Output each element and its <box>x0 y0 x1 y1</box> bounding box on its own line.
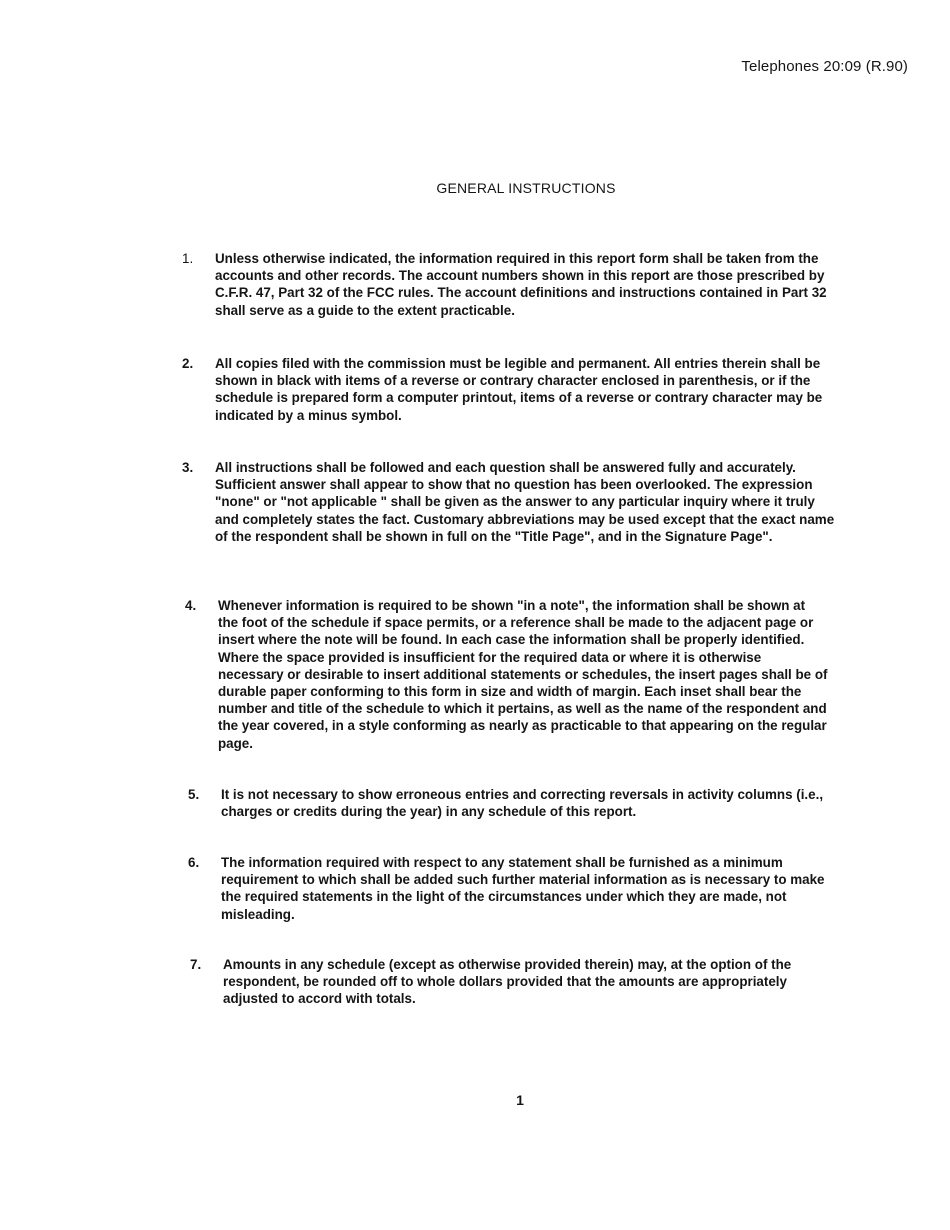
page-number: 1 <box>516 1092 524 1108</box>
instruction-text: All copies filed with the commission must be legible and permanent. All entries therein shall be shown in black with items of a reverse or contrary character enclosed in parenthesis, or if the schedule is prepared form a computer printout, items of a reverse or contrary character may be indicated by a minus symbol. <box>215 356 823 423</box>
instruction-number: 5. <box>188 787 200 802</box>
form-code-header: Telephones 20:09 (R.90) <box>741 58 908 75</box>
instruction-number: 4. <box>185 598 197 613</box>
instruction-text: All instructions shall be followed and each question shall be answered fully and accurately. Sufficient answer shall appear to show that no question has been overlooked. The expression "none" or "not applicable " shall be given as the answer to any particular inquiry where it truly and completely states the fact. Customary abbreviations may be used except that the exact name of the respondent shall be shown in full on the "Title Page", and in the Signature Page". <box>215 460 835 544</box>
instruction-text: The information required with respect to any statement shall be furnished as a minimum requirement to which shall be added such further material information as is necessary to make the required statements in the light of the circumstances under which they are made, not misleading. <box>221 855 825 922</box>
instruction-number: 7. <box>190 957 202 972</box>
instruction-number: 2. <box>182 356 194 371</box>
instruction-number: 1. <box>182 251 194 266</box>
instruction-number: 3. <box>182 460 194 475</box>
instruction-text: Unless otherwise indicated, the information required in this report form shall be taken from the accounts and other records. The account numbers shown in this report are those prescribed by C.F.R. 47, Part 32 of the FCC rules. The account definitions and instructions contained in Part 32 shall serve as a guide to the extent practicable. <box>215 251 827 318</box>
instruction-text: Amounts in any schedule (except as otherwise provided therein) may, at the option of the respondent, be rounded off to whole dollars provided that the amounts are appropriately adjusted to accord with totals. <box>223 957 792 1007</box>
instruction-text: It is not necessary to show erroneous entries and correcting reversals in activity columns (i.e., charges or credits during the year) in any schedule of this report. <box>221 787 824 820</box>
instruction-number: 6. <box>188 855 200 870</box>
page-title: GENERAL INSTRUCTIONS <box>436 180 616 196</box>
instruction-text: Whenever information is required to be shown "in a note", the information shall be shown at the foot of the schedule if space permits, or a reference shall be made to the adjacent page or insert where the note will be found. In each case the information shall be properly identified. Where the space provided is insufficient for the required data or where it is otherwise necessary or desirable to insert additional statements or schedules, the insert pages shall be of durable paper conforming to this form in size and width of margin. Each inset shall bear the number and title of the schedule to which it pertains, as well as the name of the respondent and the year covered, in a style conforming as nearly as practicable to that appearing on the regular page. <box>218 598 828 751</box>
